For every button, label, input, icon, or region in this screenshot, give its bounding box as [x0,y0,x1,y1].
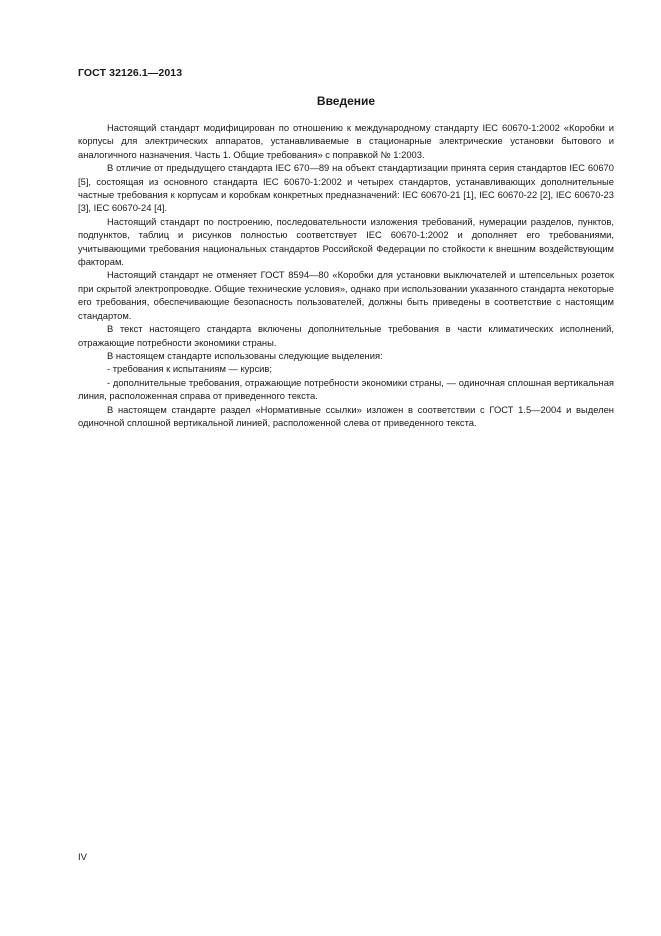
paragraph: В настоящем стандарте использованы следующие выделения: [107,349,383,361]
document-header: ГОСТ 32126.1—2013 [78,67,183,79]
list-item: - дополнительные требования, отражающие потребности экономики страны, — одиночная сплошная вертикальная линия, расположенная справа от приведенного текста. [78,376,614,402]
paragraph: Настоящий стандарт модифицирован по отношению к международному стандарту IEC 60670-1:2002 «Коробки и корпусы для электрических аппаратов, устанавливаемые в стационарные электрические установки бытового и аналогичного назначения. Часть 1. Общие требования» с поправкой № 1:2003. [78,122,614,160]
list-item: - требования к испытаниям — курсив; [107,363,272,375]
paragraph: Настоящий стандарт по построению, последовательности изложения требований, нумерации разделов, пунктов, подпунктов, таблиц и рисунков полностью соответствует IEC 60670-1:2002 и дополняет его требованиями, учитывающими требования национальных стандартов Российской Федерации по стойкости к внешним воздействующим факторам. [78,215,614,268]
paragraph: В настоящем стандарте раздел «Нормативные ссылки» изложен в соответствии с ГОСТ 1.5—2004 и выделен одиночной сплошной вертикальной линией, расположенной слева от приведенного текста. [78,403,614,428]
page-title: Введение [316,94,376,108]
paragraph: В отличие от предыдущего стандарта IEC 670—89 на объект стандартизации принята серия стандартов IEC 60670 [5], состоящая из основного стандарта IEC 60670-1:2002 и четырех стандартов, устанавливающих дополнительные частные требования к корпусам и коробкам конкретных предназначений: IEC 60670-21 [1], IEC 60670-22 [2], IEC 60670-23 [3], IEC 60670-24 [4]. [78,162,614,214]
paragraph: Настоящий стандарт не отменяет ГОСТ 8594—80 «Коробки для установки выключателей и штепсельных розеток при скрытой электропроводке. Общие технические условия», однако при использовании указанного стандарта некоторые его требования, обеспечивающие безопасность пользователей, должны быть приведены в соответствие с настоящим стандартом. [78,269,614,321]
document-body [78,121,614,429]
page-number: IV [78,852,87,863]
paragraph: В текст настоящего стандарта включены дополнительные требования в части климатических исполнений, отражающие потребности экономики страны. [78,323,614,348]
